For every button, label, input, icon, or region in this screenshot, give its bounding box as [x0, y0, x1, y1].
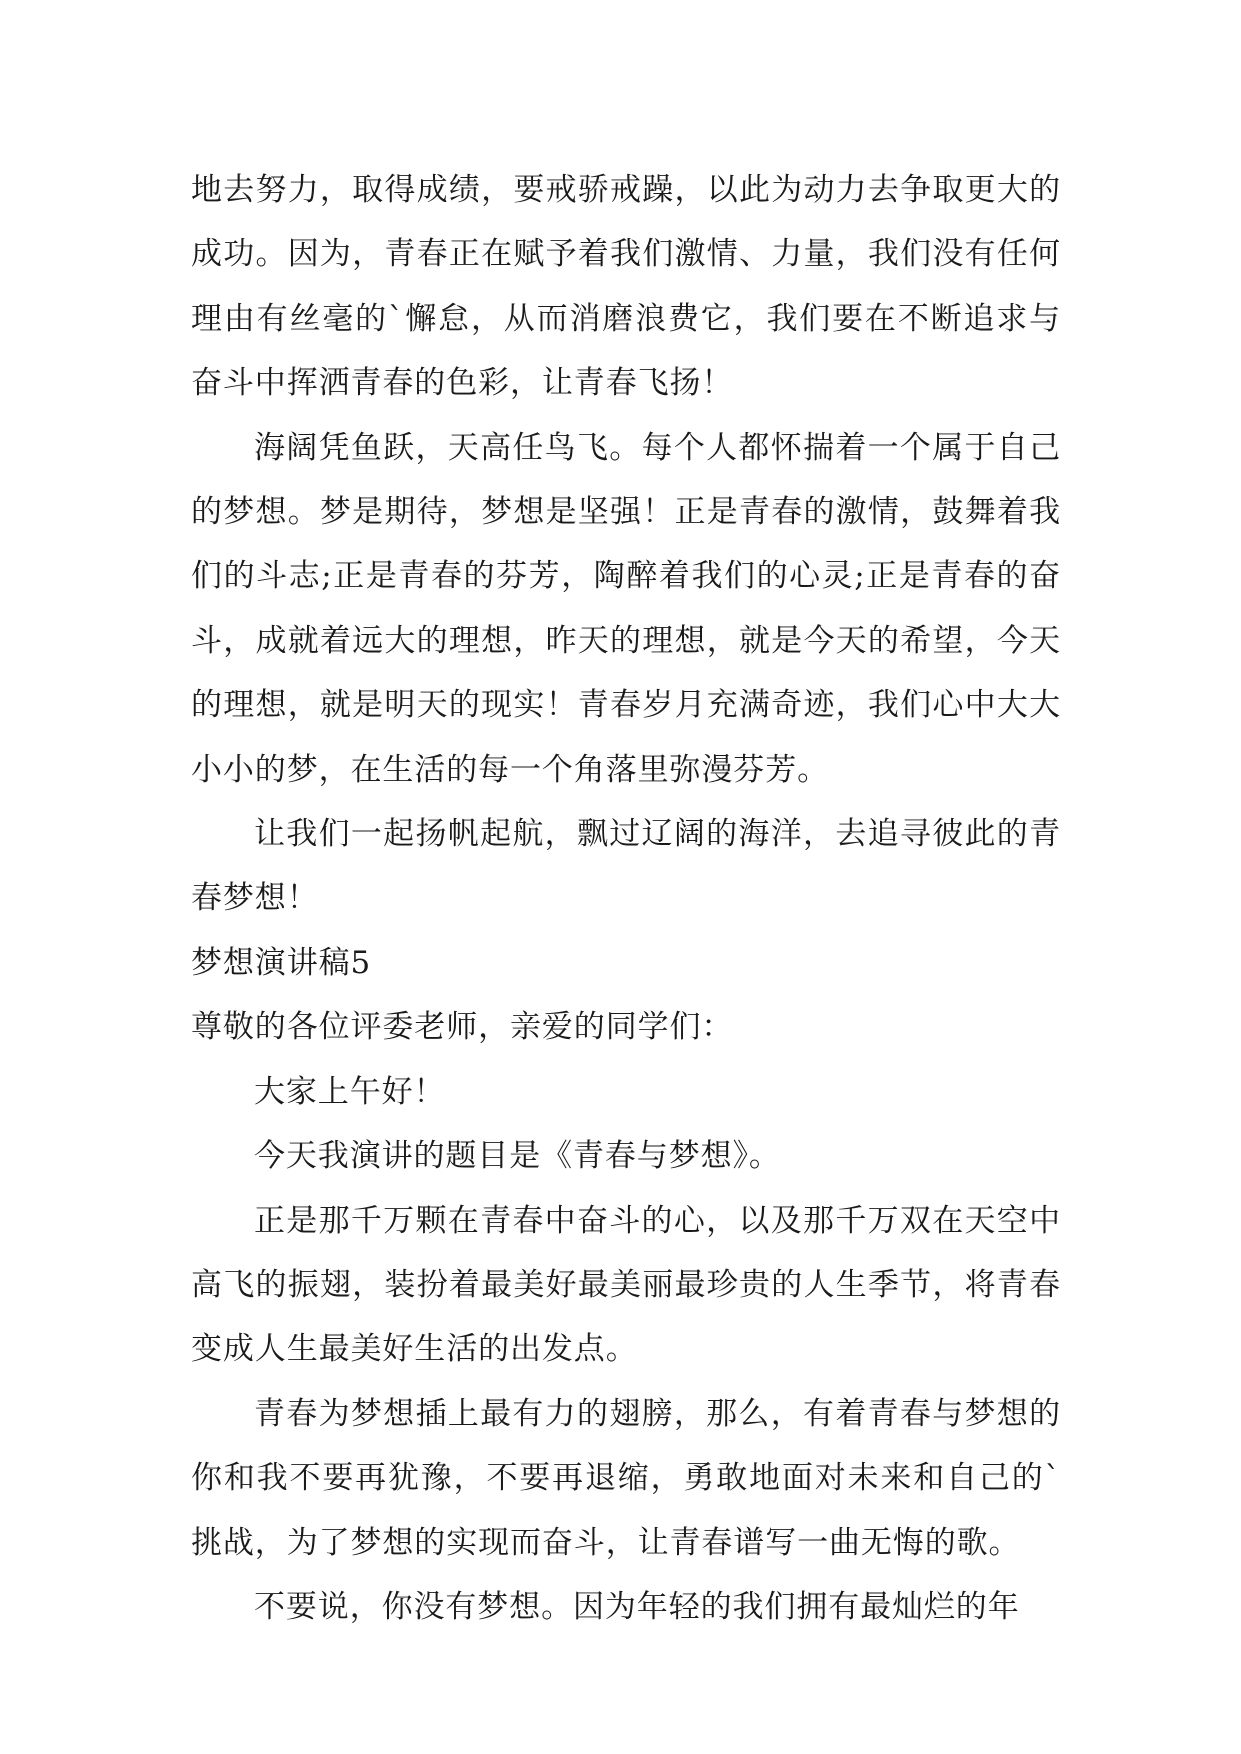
paragraph-continued: 地去努力，取得成绩，要戒骄戒躁，以此为动力去争取更大的成功。因为，青春正在赋予着我们激情、力量，我们没有任何理由有丝毫的`懈怠，从而消磨浪费它，我们要在不断追求与奋斗中挥洒青春的色彩，让青春飞扬！	[191, 172, 1061, 402]
paragraph: 今天我演讲的题目是《青春与梦想》。	[254, 1138, 781, 1175]
paragraph: 海阔凭鱼跃，天高任鸟飞。每个人都怀揣着一个属于自己的梦想。梦是期待，梦想是坚强！正是青春的激情，鼓舞着我们的斗志;正是青春的芬芳，陶醉着我们的心灵;正是青春的奋斗，成就着远大的理想，昨天的理想，就是今天的希望，今天的理想，就是明天的现实！青春岁月充满奇迹，我们心中大大小小的梦，在生活的每一个角落里弥漫芬芳。	[191, 429, 1061, 788]
section-title: 梦想演讲稿5	[191, 944, 372, 981]
paragraph-continues: 不要说，你没有梦想。因为年轻的我们拥有最灿烂的年	[254, 1588, 1020, 1625]
greeting: 大家上午好！	[254, 1073, 446, 1110]
paragraph: 正是那千万颗在青春中奋斗的心，以及那千万双在天空中高飞的振翅，装扮着最美好最美丽最珍贵的人生季节，将青春变成人生最美好生活的出发点。	[191, 1202, 1061, 1368]
paragraph: 让我们一起扬帆起航，飘过辽阔的海洋，去追寻彼此的青春梦想！	[191, 816, 1061, 917]
paragraph: 青春为梦想插上最有力的翅膀，那么，有着青春与梦想的你和我不要再犹豫，不要再退缩，勇敢地面对未来和自己的`挑战，为了梦想的实现而奋斗，让青春谱写一曲无悔的歌。	[191, 1395, 1061, 1561]
document-body	[191, 158, 1061, 1639]
salutation: 尊敬的各位评委老师，亲爱的同学们：	[191, 1009, 734, 1046]
